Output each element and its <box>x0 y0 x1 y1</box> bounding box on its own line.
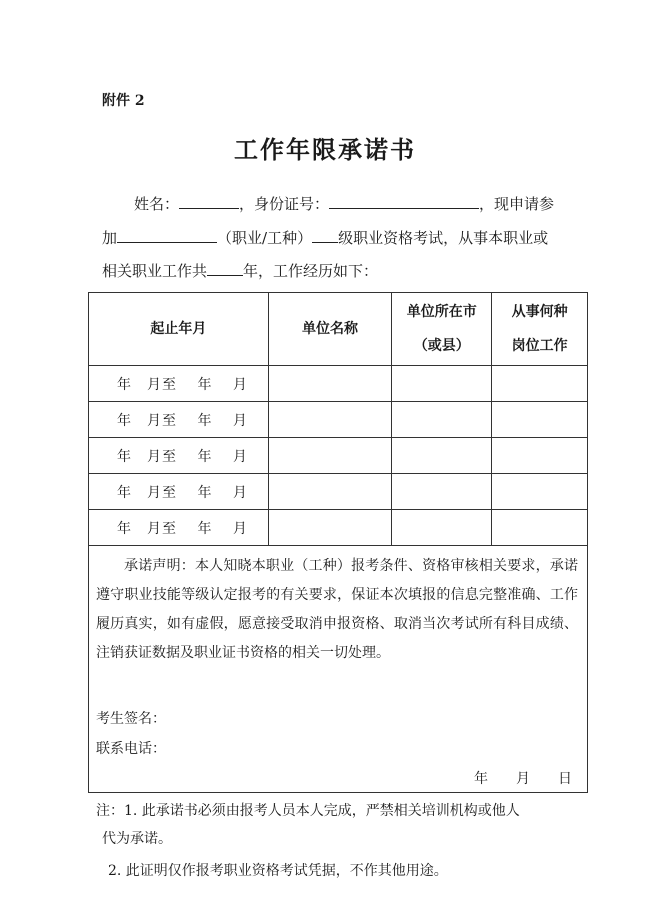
unit-cell[interactable] <box>268 474 392 510</box>
line2-occupation: （职业/工种） <box>217 229 313 247</box>
note-1-line-2: 代为承诺。 <box>102 831 172 847</box>
id-blank[interactable] <box>329 194 479 209</box>
occupation-blank[interactable] <box>117 228 217 243</box>
location-cell[interactable] <box>392 438 492 474</box>
intro-line-2 <box>102 228 548 248</box>
post-cell[interactable] <box>492 402 588 438</box>
table-row <box>89 438 588 474</box>
phone-label: 联系电话： <box>96 741 166 757</box>
period-cell[interactable]: 年 月至 年 月 <box>89 438 269 474</box>
work-history-table <box>88 292 588 546</box>
date-label: 年 月 日 <box>474 771 572 787</box>
table-row <box>89 474 588 510</box>
post-cell[interactable] <box>492 438 588 474</box>
pledge-statement: 承诺声明：本人知晓本职业（工种）报考条件、资格审核相关要求，承诺遵守职业技能等级认定报考的有关要求，保证本次填报的信息完整准确、工作履历真实，如有虚假，愿意接受取消申报资格、取消当次考试所有科目成绩、注销获证数据及职业证书资格的相关一切处理。 <box>96 558 578 661</box>
location-cell[interactable] <box>392 474 492 510</box>
name-blank[interactable] <box>179 194 239 209</box>
period-cell[interactable]: 年 月至 年 月 <box>89 366 269 402</box>
location-cell[interactable] <box>392 366 492 402</box>
header-unit: 单位名称 <box>268 293 392 366</box>
note-2: 2. 此证明仅作报考职业资格考试凭据，不作其他用途。 <box>108 863 448 879</box>
header-location-line1: 单位所在市 <box>406 304 477 320</box>
header-post-line1: 从事何种 <box>511 304 568 320</box>
line2-suffix: 级职业资格考试，从事本职业或 <box>338 229 549 247</box>
table-row <box>89 402 588 438</box>
location-cell[interactable] <box>392 402 492 438</box>
period-cell[interactable]: 年 月至 年 月 <box>89 474 269 510</box>
id-label: ，身份证号： <box>239 195 330 213</box>
period-cell[interactable]: 年 月至 年 月 <box>89 510 269 546</box>
document-title: 工作年限承诺书 <box>234 135 416 164</box>
intro-line-3 <box>102 261 378 281</box>
line3-prefix: 相关职业工作共 <box>102 262 208 280</box>
signature-label: 考生签名： <box>96 711 166 727</box>
intro-line-1 <box>134 194 554 214</box>
line3-suffix: 年，工作经历如下： <box>243 262 379 280</box>
attachment-label: 附件 2 <box>102 93 145 109</box>
table-row <box>89 366 588 402</box>
note-1-line-1: 注：1. 此承诺书必须由报考人员本人完成，严禁相关培训机构或他人 <box>96 803 520 819</box>
name-label: 姓名： <box>134 195 180 213</box>
line2-prefix: 加 <box>102 229 118 247</box>
header-location <box>392 293 492 366</box>
unit-cell[interactable] <box>268 402 392 438</box>
level-blank[interactable] <box>312 228 338 243</box>
apply-label: ，现申请参 <box>479 195 555 213</box>
header-location-line2: （或县） <box>413 338 470 354</box>
period-cell[interactable]: 年 月至 年 月 <box>89 402 269 438</box>
location-cell[interactable] <box>392 510 492 546</box>
header-post <box>492 293 588 366</box>
post-cell[interactable] <box>492 366 588 402</box>
unit-cell[interactable] <box>268 366 392 402</box>
years-blank[interactable] <box>207 261 243 276</box>
header-period: 起止年月 <box>89 293 269 366</box>
table-header-row <box>89 293 588 366</box>
header-post-line2: 岗位工作 <box>511 338 568 354</box>
post-cell[interactable] <box>492 474 588 510</box>
unit-cell[interactable] <box>268 438 392 474</box>
post-cell[interactable] <box>492 510 588 546</box>
table-row <box>89 510 588 546</box>
unit-cell[interactable] <box>268 510 392 546</box>
